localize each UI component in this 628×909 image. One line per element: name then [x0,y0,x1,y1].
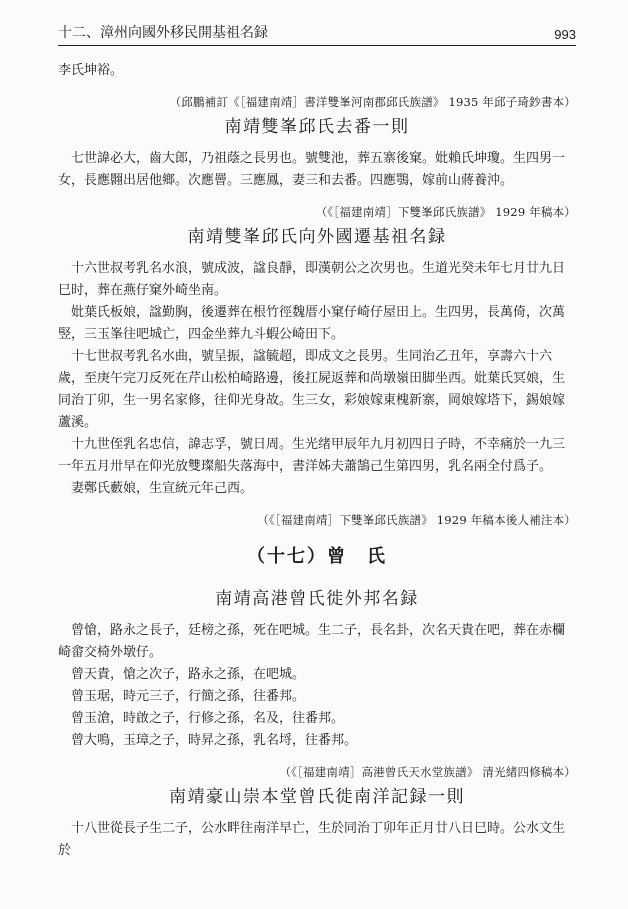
body-paragraph: 曾玉琚，時元三子，行簡之孫，往番邦。 [71,689,306,704]
section-heading: 南靖雙峯邱氏向外國遷基祖名録 [187,227,447,247]
header-title: 十二、漳州向國外移民開基祖名録 [58,25,268,41]
section-heading: 南靖雙峯邱氏去番一則 [224,117,410,137]
body-paragraph: 七世諱必大，齒大郎，乃祖蔭之長男也。號雙池，葬五寨後窠。妣賴氏坤瓊。生四男一女，長應翾出居他鄉。次應罾。三應鳳，妻三和去番。四應鶚，嫁前山蔣養沖。 [58,151,566,188]
section-heading: 南靖豪山崇本堂曾氏徙南洋記録一則 [169,787,465,807]
body-paragraph: 十八世從長子生二子，公水畔往南洋早亡，生於同治丁卯年正月廿八日巳時。公水文生於 [58,821,566,858]
source-citation: （《［福建南靖］高港曾氏天水堂族譜》 清光緒四修稿本） [279,765,576,779]
body-paragraph: 曾大鳴，玉璋之子，時昇之孫，乳名埒，往番邦。 [71,733,358,748]
section-heading: 南靖高港曾氏徙外邦名録 [215,589,419,609]
body-paragraph: 十六世叔考乳名水浪，號成波，諡良靜，即漢朝公之次男也。生道光癸未年七月廿九日巳时，葬在燕仔窠外崎坐南。 [58,261,566,298]
body-paragraph: 十九世侄乳名忠信，諱志孚，號日周。生光绪甲辰年九月初四日子時，不幸痛於一九三一年五月卅早在仰光放雙璨船失落海中，書洋姊夫蕭鵠己生第四男，乳名兩全付爲子。 [58,437,566,474]
body-paragraph: 妣葉氏板娘，諡勤胸，後遷葬在根竹徑魏厝小窠仔崎仔屋田上。生四男，長萬倚，次萬竪，三玉峯往吧城亡，四金坐葬九斗蝦公崎田下。 [58,305,566,342]
body-paragraph: 妻鄭氏藪娘，生宣統元年己西。 [71,481,254,496]
page-number: 993 [554,27,576,42]
body-paragraph: 十七世叔考乳名水曲，號呈振，諡毓超，即成文之長男。生同治乙丑年，享壽六十六歲，至庚午完刀反死在芹山松柏崎路邊，後扛屍返葬和尚墩嶺田脚坐西。妣葉氏冥娘，生同治丁卯，生一男名家修，往仰光身故。生三女，彩娘嫁東槐新寨，岡娘嫁塔下，錫娘嫁蘆溪。 [58,349,566,430]
source-citation: （《［福建南靖］下雙峯邱氏族譜》 1929 年稿本後人補注本） [257,513,576,527]
body-paragraph: 曾愴，路永之長子，廷榜之孫，死在吧城。生二子，長名卦，次名天貴在吧，葬在赤欄崎畲交椅外墩仔。 [58,623,566,660]
page-body [58,60,576,862]
body-paragraph: 曾天貴，愴之次子，路永之孫，在吧城。 [71,667,306,682]
chapter-heading: （十七）曾 氏 [247,546,387,567]
body-paragraph: 曾玉滄，時啟之子，行修之孫，名及，往番邦。 [71,711,345,726]
source-citation: （《［福建南靖］下雙峯邱氏族譜》 1929 年稿本） [315,205,576,219]
continued-text: 李氏坤裕。 [58,63,124,78]
running-header [58,18,576,46]
source-citation: （邱鵬補訂《［福建南靖］書洋雙峯河南郡邱氏族譜》 1935 年邱子琦鈔書本） [169,95,576,109]
